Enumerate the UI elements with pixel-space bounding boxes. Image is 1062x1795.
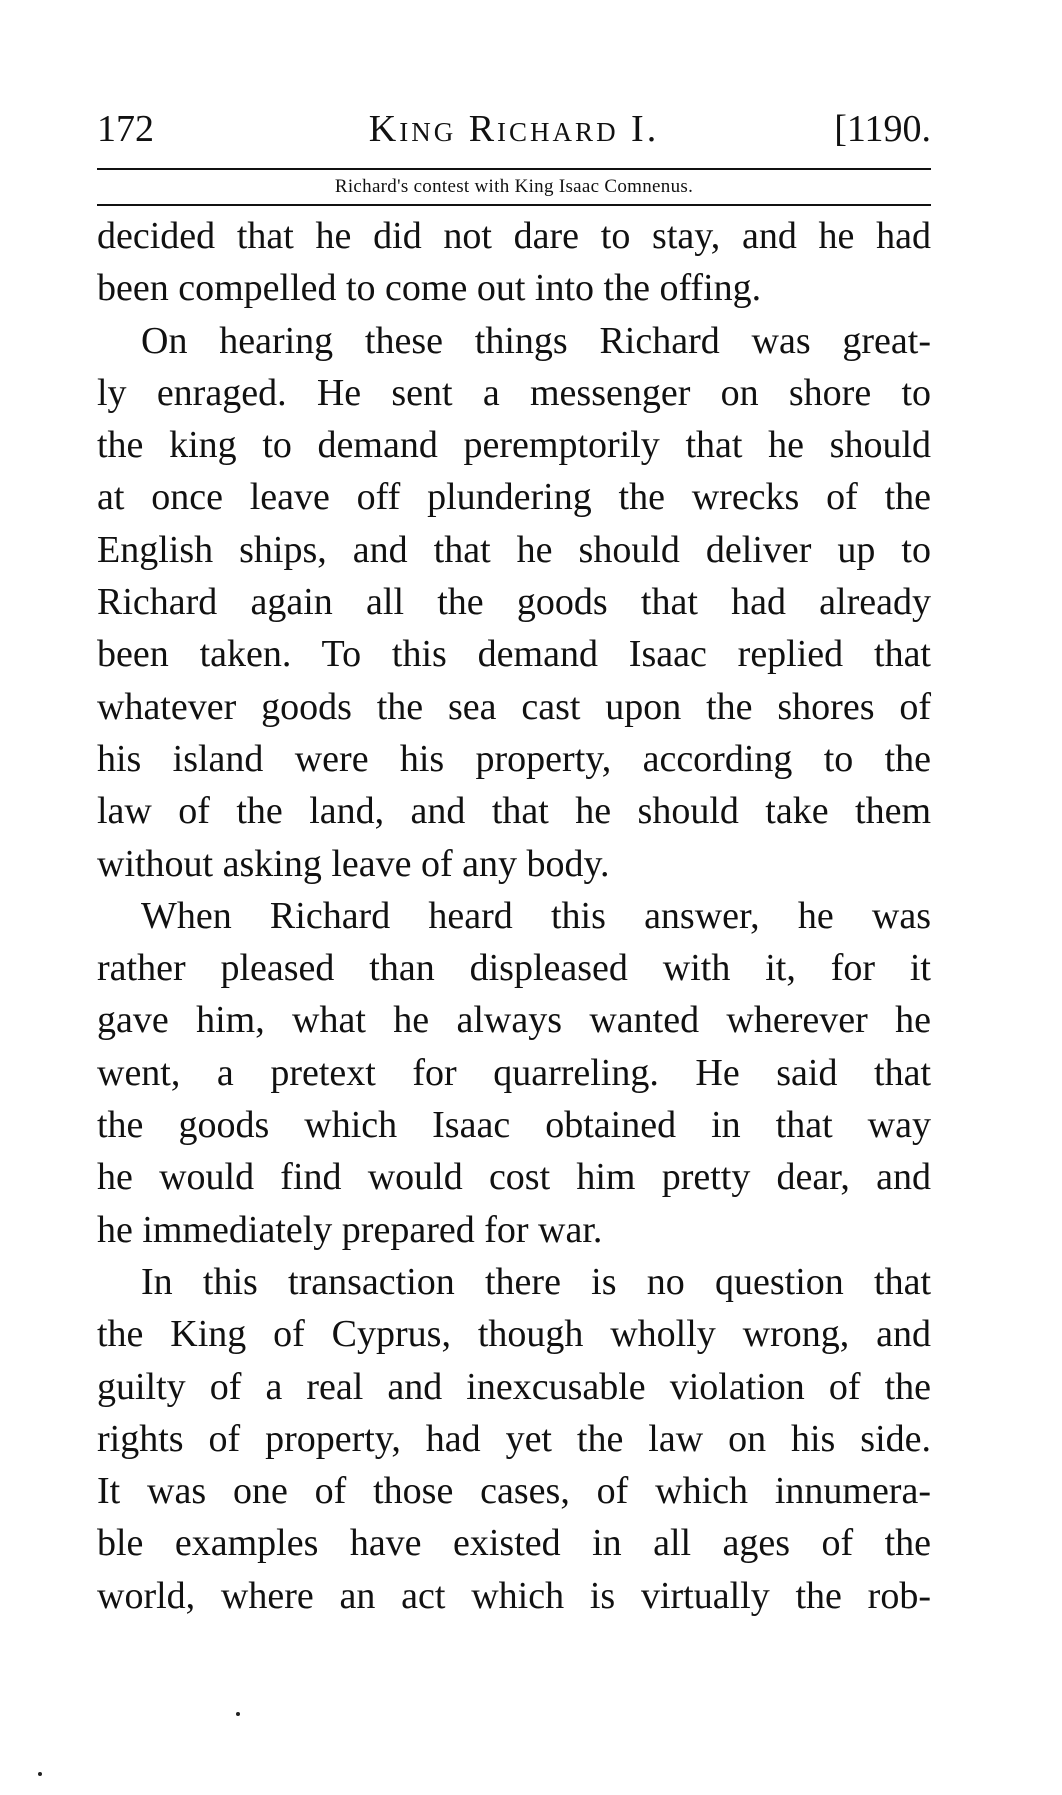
year-marker: [1190. — [834, 108, 931, 150]
text-line: been taken. To this demand Isaac replied that — [97, 633, 931, 676]
text-line: gave him, what he always wanted wherever he — [97, 999, 931, 1042]
text-line: the king to demand peremptorily that he should — [97, 424, 931, 467]
text-line: been compelled to come out into the offing. — [97, 267, 762, 310]
text-line: he would find would cost him pretty dear, and — [97, 1156, 931, 1199]
subheading-rule — [97, 204, 931, 206]
text-line: world, where an act which is virtually the rob- — [97, 1574, 931, 1617]
text-line: ly enraged. He sent a messenger on shore to — [97, 371, 931, 414]
text-line: It was one of those cases, of which innumera- — [97, 1470, 931, 1513]
text-line: rights of property, had yet the law on his side. — [97, 1417, 931, 1460]
text-line: decided that he did not dare to stay, and he had — [97, 215, 931, 257]
text-line: he immediately prepared for war. — [97, 1208, 603, 1251]
text-line: whatever goods the sea cast upon the shores of — [97, 685, 931, 728]
text-line: his island were his property, according to the — [97, 737, 931, 780]
text-line: the King of Cyprus, though wholly wrong, and — [97, 1313, 931, 1356]
text-line: Richard again all the goods that had already — [97, 581, 931, 624]
paragraph — [97, 1256, 931, 1622]
text-line: the goods which Isaac obtained in that way — [97, 1104, 931, 1147]
text-line: ble examples have existed in all ages of the — [97, 1522, 931, 1565]
text-line: at once leave off plundering the wrecks of the — [97, 476, 931, 519]
paragraph — [97, 315, 931, 890]
text-line: English ships, and that he should deliver up to — [97, 528, 931, 571]
section-subheading: Richard's contest with King Isaac Comnenus. — [334, 176, 694, 197]
text-line: without asking leave of any body. — [97, 842, 610, 885]
book-page — [97, 100, 931, 1622]
paragraph — [97, 890, 931, 1256]
text-line: When Richard heard this answer, he was — [141, 894, 931, 937]
text-line: rather pleased than displeased with it, for it — [97, 947, 931, 990]
ink-speck — [236, 1712, 240, 1716]
text-line: In this transaction there is no question that — [141, 1260, 931, 1303]
body-text — [97, 210, 931, 1622]
paragraph — [97, 210, 931, 315]
running-title: King Richard I. — [368, 108, 660, 150]
text-line: guilty of a real and inexcusable violation of the — [97, 1365, 931, 1408]
running-head — [97, 100, 931, 158]
text-line: On hearing these things Richard was great- — [141, 319, 931, 362]
ink-speck — [38, 1772, 42, 1776]
page-number: 172 — [97, 108, 154, 150]
text-line: went, a pretext for quarreling. He said that — [97, 1051, 931, 1094]
text-line: law of the land, and that he should take them — [97, 790, 931, 833]
